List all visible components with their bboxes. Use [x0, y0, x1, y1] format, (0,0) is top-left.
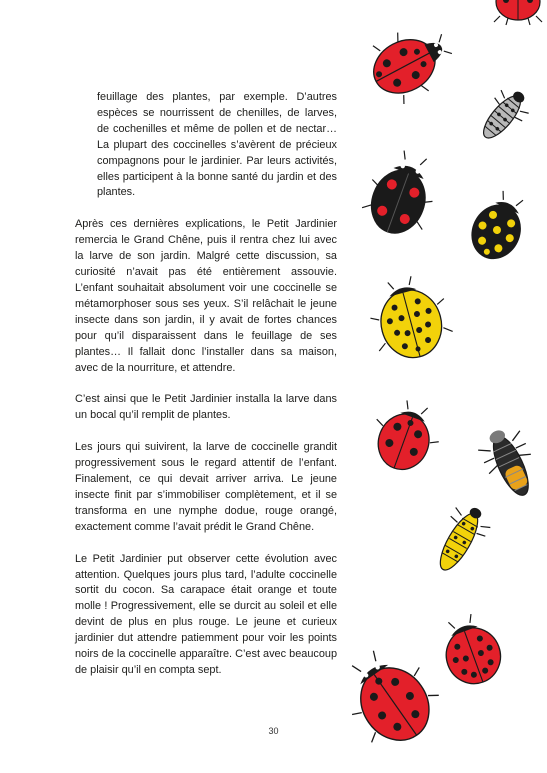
paragraph: Le Petit Jardinier put observer cette évolution avec attention. Quelques jours plus tard, l’adulte coccinelle sortit du cocon. Sa carapace était orange et toute molle ! Progressivement, elle se durcit au soleil et elle devint de plus en plus rouge. Le jeune et curieux jardinier dut attendre patiemment pour voir les points noirs de la coccinelle apparaître. C’est avec beaucoup de plaisir qu’il en compta sept.: [75, 552, 337, 676]
page-number: 30: [268, 726, 279, 736]
ladybug-icon: [345, 645, 440, 755]
larva-icon: [470, 85, 535, 150]
ladybug-icon: [360, 30, 455, 100]
ladybug-icon: [360, 150, 440, 245]
paragraph: Les jours qui suivirent, la larve de coccinelle grandit progressivement sous le regard attentif de l’enfant. Finalement, ce qui devait arriver arriva. Le jeune insecte finit par s’immobiliser complètement, et il se transforma en une nymphe dodue, rouge orangé, exactement comme l’avait prédit le Grand Chêne.: [75, 441, 337, 533]
ladybug-icon: [432, 612, 512, 692]
paragraph: feuillage des plantes, par exemple. D’autres espèces se nourrissent de chenilles, de larves, de cochenilles et même de pollen et de nectar… La plupart des coccinelles s’avèrent de précieux compagnons pour le jardinier. Par leurs activités, elles participent à la bonne santé du jardin et des plantes.: [97, 91, 337, 199]
larva-icon: [475, 422, 545, 507]
ladybug-icon: [368, 398, 443, 478]
body-text: [75, 90, 337, 695]
paragraph: C’est ainsi que le Petit Jardinier installa la larve dans un bocal qu’il remplit de plantes.: [75, 393, 337, 422]
ladybug-icon: [368, 272, 453, 367]
ladybug-icon: [462, 190, 532, 270]
larva-icon: [428, 500, 493, 580]
ladybug-icon: [488, 0, 547, 28]
paragraph: Après ces dernières explications, le Petit Jardinier remercia le Grand Chêne, puis il rentra chez lui avec la larve de son jardin. Malgré cette discussion, sa curiosité n’avait pas été entièrement assouvie. L’enfant souhaitait absolument voir une coccinelle se métamorphoser sous ses yeux. S’il relâchait le jeune insecte dans son jardin, il y avait de fortes chances pour qu’il disparaissent dans le feuillage de ses plantes… Il fallait donc l’installer dans sa maison, avec de la nourriture, et attendre.: [75, 218, 337, 374]
